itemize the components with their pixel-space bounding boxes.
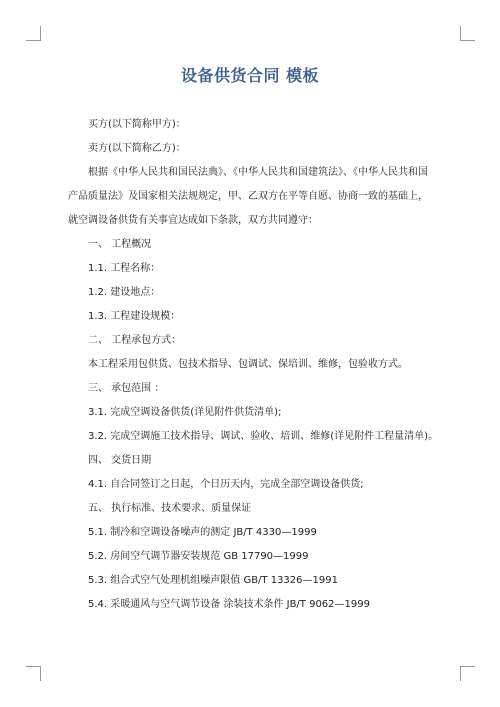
crop-mark-top-left	[26, 26, 41, 41]
crop-mark-bottom-left	[26, 666, 41, 681]
document-title: 设备供货合同 模板	[180, 66, 320, 85]
buyer-line: 买方(以下简称甲方)：	[88, 119, 186, 130]
section-2-heading: 二、 工程承包方式：	[88, 335, 182, 346]
clause-5-1: 5.1. 制冷和空调设备噪声的测定 JB/T 4330—1999	[88, 527, 317, 538]
clause-4-1: 4.1. 自合同签订之日起，个日历天内，完成全部空调设备供货;	[88, 479, 364, 490]
preamble-paragraph: 根据《中华人民共和国民法典》、《中华人民共和国建筑法》、《中华人民共和国产品质量法》及国家相关法规规定，甲、乙双方在平等自愿、协商一致的基础上，就空调设备供货有关事宜达成如下条款，双方共同遵守：	[68, 167, 428, 226]
clause-3-2: 3.2. 完成空调施工技术指导、调试、验收、培训、维修(详见附件工程量清单)。	[88, 431, 439, 442]
clause-1-2: 1.2. 建设地点：	[88, 287, 161, 298]
section-2-text: 本工程采用包供货、包技术指导、包调试、保培训、维修，包验收方式。	[88, 359, 408, 370]
clause-1-1: 1.1. 工程名称：	[88, 263, 161, 274]
clause-5-4: 5.4. 采暖通风与空气调节设备 涂装技术条件 JB/T 9062—1999	[88, 599, 370, 610]
clause-5-3: 5.3. 组合式空气处理机组噪声限值 GB/T 13326—1991	[88, 575, 338, 586]
seller-line: 卖方(以下简称乙方)：	[88, 143, 186, 154]
clause-3-1: 3.1. 完成空调设备供货(详见附件供货清单);	[88, 407, 282, 418]
section-5-heading: 五、 执行标准、技术要求、质量保证	[88, 503, 252, 514]
section-3-heading: 三、 承包范围 ：	[88, 383, 165, 394]
crop-mark-top-right	[460, 26, 475, 41]
clause-5-2: 5.2. 房间空气调节器安装规范 GB 17790—1999	[88, 551, 309, 562]
section-4-heading: 四、 交货日期	[88, 455, 152, 466]
crop-mark-bottom-right	[460, 666, 475, 681]
section-1-heading: 一、 工程概况	[88, 239, 152, 250]
document-body	[68, 113, 439, 617]
clause-1-3: 1.3. 工程建设规模：	[88, 311, 181, 322]
